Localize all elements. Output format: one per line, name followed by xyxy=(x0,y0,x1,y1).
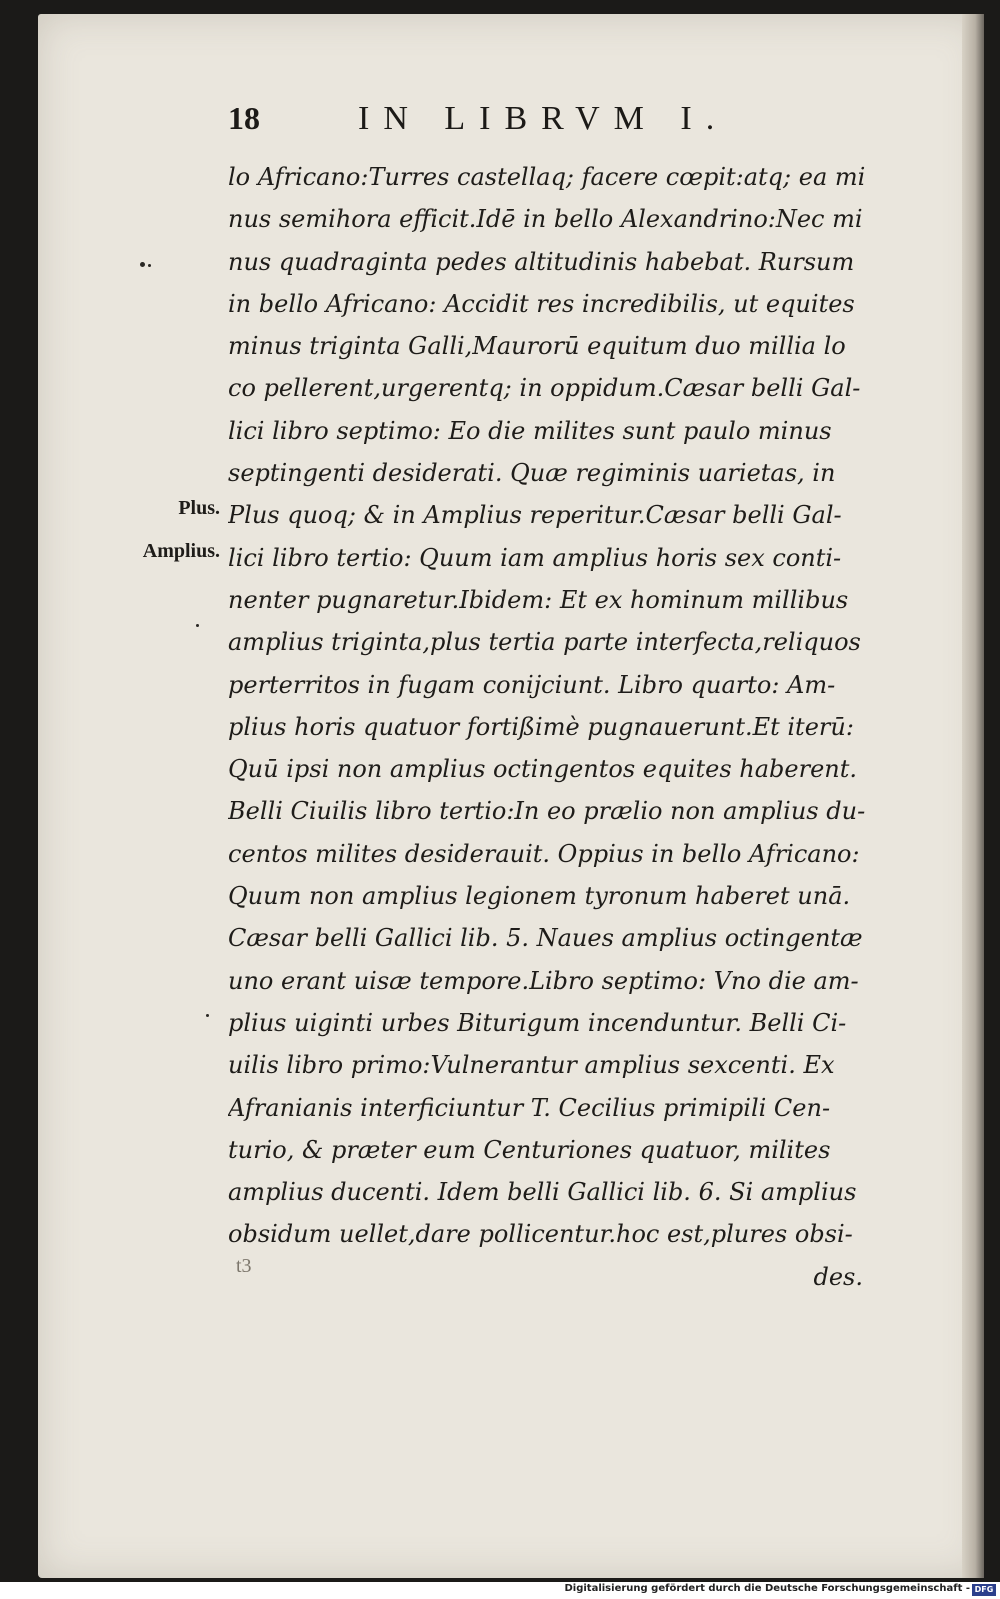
text-line: septingenti desiderati. Quæ regiminis uarietas, in xyxy=(228,459,836,488)
ink-speck xyxy=(148,264,151,267)
text-line: Quum non amplius legionem tyronum haberet unā. xyxy=(228,882,851,911)
text-line: plius uiginti urbes Biturigum incenduntur. Belli Ci- xyxy=(228,1008,847,1037)
text-line: nus quadraginta pedes altitudinis habebat. Rursum xyxy=(228,247,855,276)
ink-speck xyxy=(206,1014,209,1017)
text-line: turio, & præter eum Centuriones quatuor, milites xyxy=(228,1135,831,1164)
text-line: uilis libro primo:Vulnerantur amplius sexcenti. Ex xyxy=(228,1051,835,1080)
page-header xyxy=(228,100,928,144)
text-line: lo Africano:Turres castellaq; facere cœpit:atq; ea mi xyxy=(228,163,866,191)
dfg-logo-icon: DFG xyxy=(972,1584,996,1596)
text-line-last: des. xyxy=(813,1262,863,1291)
text-line: Quū ipsi non amplius octingentos equites haberent. xyxy=(228,755,858,784)
text-line: plius horis quatuor fortißimè pugnauerunt.Et iterū: xyxy=(228,712,854,741)
ink-speck xyxy=(140,262,145,267)
signature-mark: t3 xyxy=(236,1255,252,1277)
text-line: uno erant uisæ tempore.Libro septimo: Vno die am- xyxy=(228,966,859,995)
text-line: Plus quoq; & in Amplius reperitur.Cæsar belli Gal- xyxy=(228,501,842,530)
text-line: minus triginta Galli,Maurorū equitum duo millia lo xyxy=(228,332,846,361)
text-line: Cæsar belli Gallici lib. 5. Naues amplius octingentæ xyxy=(228,924,863,953)
main-text-block xyxy=(228,156,918,1298)
page-edge xyxy=(962,14,984,1578)
margin-note-amplius: Amplius. xyxy=(142,540,220,562)
text-line: in bello Africano: Accidit res incredibilis, ut equites xyxy=(228,289,855,318)
folio-number: 18 xyxy=(228,100,260,136)
margin-note-plus: Plus. xyxy=(178,497,220,519)
footer-bar xyxy=(0,1582,1000,1599)
text-line: amplius ducenti. Idem belli Gallici lib. 6. Si amplius xyxy=(228,1178,857,1207)
running-title: IN LIBRVM I. xyxy=(358,100,729,137)
text-line: Afranianis interficiuntur T. Cecilius primipili Cen- xyxy=(228,1093,831,1122)
text-line: nus semihora efficit.Idē in bello Alexandrino:Nec mi xyxy=(228,205,863,234)
text-line: amplius triginta,plus tertia parte interfecta,reliquos xyxy=(228,628,861,657)
text-line: Belli Ciuilis libro tertio:In eo prælio non amplius du- xyxy=(228,797,866,826)
text-line: perterritos in fugam conijciunt. Libro quarto: Am- xyxy=(228,670,836,699)
text-line: centos milites desiderauit. Oppius in bello Africano: xyxy=(228,839,860,868)
text-line: obsidum uellet,dare pollicentur.hoc est,plures obsi- xyxy=(228,1220,853,1249)
text-line: lici libro tertio: Quum iam amplius horis sex conti- xyxy=(228,543,842,572)
text-line: co pellerent,urgerentq; in oppidum.Cæsar belli Gal- xyxy=(228,374,861,403)
funding-credit: Digitalisierung gefördert durch die Deutsche Forschungsgemeinschaft - xyxy=(564,1583,970,1594)
text-line: lici libro septimo: Eo die milites sunt paulo minus xyxy=(228,416,832,445)
text-line: nenter pugnaretur.Ibidem: Et ex hominum millibus xyxy=(228,585,849,614)
ink-speck xyxy=(196,624,199,627)
